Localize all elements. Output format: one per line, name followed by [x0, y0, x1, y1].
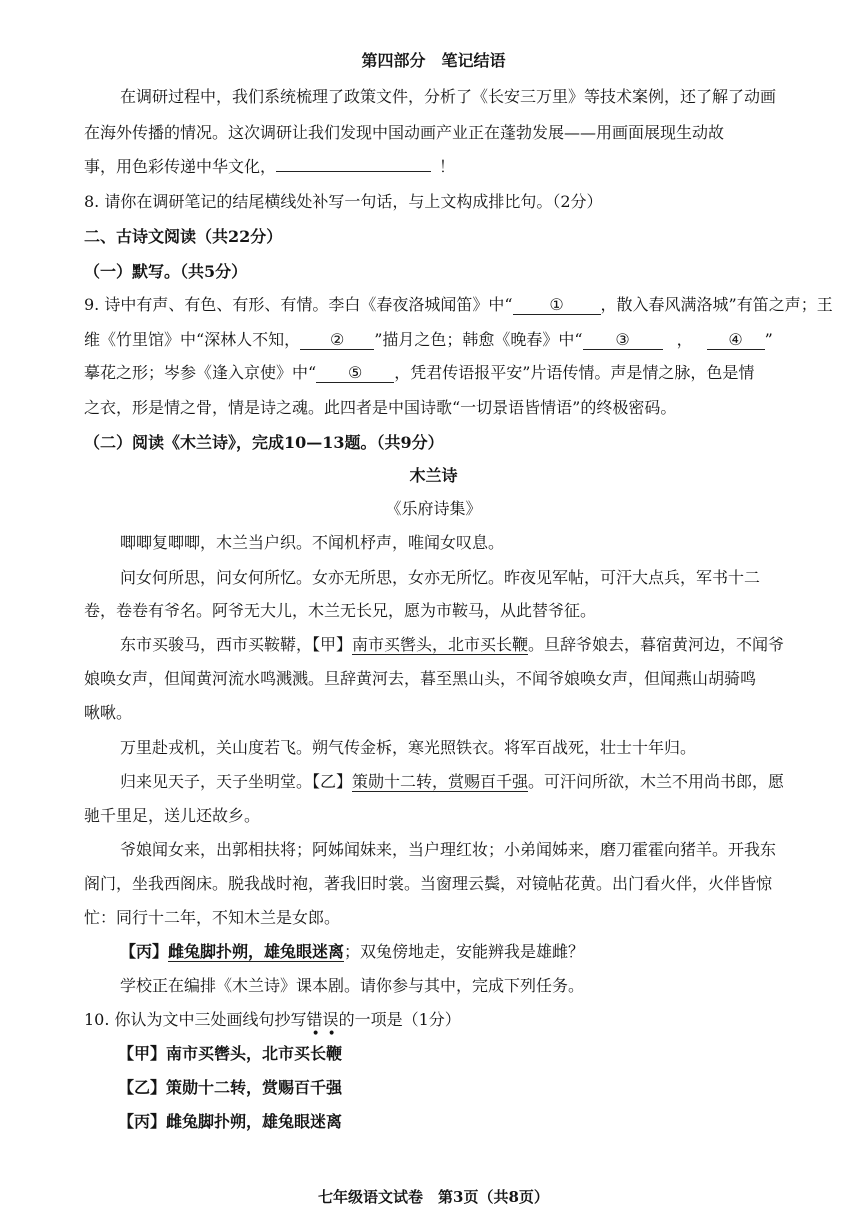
poem-text: ；双兔傍地走，安能辨我是雄雌？ [344, 942, 585, 961]
answer-blank-3[interactable]: ③ [583, 331, 663, 350]
section-heading: 第四部分 笔记结语 [361, 51, 506, 70]
question-text: 维《竹里馆》中“深林人不知， [84, 330, 301, 349]
question-text: 9. 诗中有声、有色、有形、有情。李白《春夜洛城闻笛》中“ [84, 295, 513, 314]
question-text: ” [764, 330, 773, 349]
answer-blank-5[interactable]: ⑤ [316, 364, 394, 383]
poem-source: 《乐府诗集》 [385, 499, 482, 518]
poem-text: 归来见天子，天子坐明堂。【乙】 [120, 772, 353, 791]
answer-blank-4[interactable]: ④ [707, 331, 765, 350]
page-footer: 七年级语文试卷 第3页（共8页） [318, 1188, 549, 1206]
poem-line: 卷，卷卷有爷名。阿爷无大儿，木兰无长兄，愿为市鞍马，从此替爷征。 [84, 601, 597, 620]
question-9-line [84, 362, 754, 384]
poem-line: 问女何所思，问女何所忆。女亦无所思，女亦无所忆。昨夜见军帖，可汗大点兵，军书十二 [120, 568, 761, 587]
question-text: ”描月之色；韩愈《晚春》中“ [374, 330, 583, 349]
question-10 [84, 1009, 461, 1042]
question-text: ，散入春风满洛城”有笛之声；王 [600, 295, 833, 314]
subsection-heading: （二）阅读《木兰诗》，完成10—13题。（共9分） [84, 433, 444, 452]
question-text: ， [676, 330, 693, 349]
poem-line: 唧唧复唧唧，木兰当户织。不闻机杼声，唯闻女叹息。 [120, 533, 505, 552]
paragraph-line [84, 156, 455, 178]
paragraph-text: ！ [439, 157, 456, 176]
paragraph-line: 在调研过程中，我们系统梳理了政策文件，分析了《长安三万里》等技术案例，还了解了动画 [120, 87, 777, 106]
emphasis-dot: • [327, 1026, 336, 1042]
option-a[interactable]: 【甲】南市买辔头，北市买长鞭 [118, 1044, 343, 1063]
question-9-line [84, 294, 833, 316]
emphasis-text: 错误 [306, 1010, 339, 1029]
underlined-sentence-yi: 策勋十二转，赏赐百千强 [352, 772, 529, 791]
poem-line: 爷娘闻女来，出郭相扶将；阿姊闻妹来，当户理红妆；小弟闻姊来，磨刀霍霍向猪羊。开我东 [120, 840, 777, 859]
question-9-line [84, 329, 773, 351]
poem-line: 啾啾。 [84, 703, 133, 722]
question-9-line: 之衣，形是情之骨，情是诗之魂。此四者是中国诗歌“一切景语皆情语”的终极密码。 [84, 398, 677, 417]
poem-line [120, 634, 784, 656]
emphasis-word [306, 1009, 339, 1042]
question-text: 的一项是（1分） [338, 1010, 461, 1029]
poem-line: 娘唤女声，但闻黄河流水鸣溅溅。旦辞黄河去，暮至黑山头，不闻爷娘唤女声，但闻燕山胡骑鸣 [84, 669, 757, 688]
question-8: 8. 请你在调研笔记的结尾横线处补写一句话，与上文构成排比句。（2分） [84, 192, 603, 211]
answer-blank-2[interactable]: ② [300, 331, 374, 350]
emphasis-dot: • [311, 1026, 320, 1042]
poem-line: 忙：同行十二年，不知木兰是女郎。 [84, 908, 341, 927]
task-intro: 学校正在编排《木兰诗》课本剧。请你参与其中，完成下列任务。 [120, 976, 585, 995]
poem-text: 东市买骏马，西市买鞍鞯，【甲】 [120, 635, 353, 654]
paragraph-line: 在海外传播的情况。这次调研让我们发现中国动画产业正在蓬勃发展——用画面展现生动故 [84, 123, 725, 142]
poem-line [120, 771, 784, 793]
poem-text: 。旦辞爷娘去，暮宿黄河边，不闻爷 [528, 635, 785, 654]
underlined-sentence-bing: 雌兔脚扑朔，雄兔眼迷离 [168, 942, 345, 961]
option-b[interactable]: 【乙】策勋十二转，赏赐百千强 [118, 1078, 343, 1097]
subsection-heading: （一）默写。（共5分） [84, 262, 248, 281]
question-text: 摹花之形；岑参《逢入京使》中“ [84, 363, 317, 382]
part-heading: 二、古诗文阅读（共22分） [84, 227, 283, 246]
poem-text: 。可汗问所欲，木兰不用尚书郎，愿 [528, 772, 785, 791]
paragraph-text: 事，用色彩传递中华文化， [84, 157, 277, 176]
answer-blank-1[interactable]: ① [513, 296, 601, 315]
answer-blank[interactable] [276, 171, 431, 172]
poem-line: 阁门，坐我西阁床。脱我战时袍，著我旧时裳。当窗理云鬓，对镜帖花黄。出门看火伴，火伴皆惊 [84, 874, 773, 893]
poem-line [120, 941, 584, 963]
underlined-sentence-jia: 南市买辔头，北市买长鞭 [352, 635, 529, 654]
poem-text: 【丙】 [120, 942, 169, 961]
question-text: ，凭君传语报平安”片语传情。声是情之脉，色是情 [394, 363, 755, 382]
question-text: 10. 你认为文中三处画线句抄写 [84, 1010, 307, 1029]
option-c[interactable]: 【丙】雌兔脚扑朔，雄兔眼迷离 [118, 1112, 343, 1131]
poem-line: 万里赴戎机，关山度若飞。朔气传金柝，寒光照铁衣。将军百战死，壮士十年归。 [120, 738, 697, 757]
poem-line: 驰千里足，送儿还故乡。 [84, 806, 261, 825]
poem-title: 木兰诗 [409, 466, 458, 485]
